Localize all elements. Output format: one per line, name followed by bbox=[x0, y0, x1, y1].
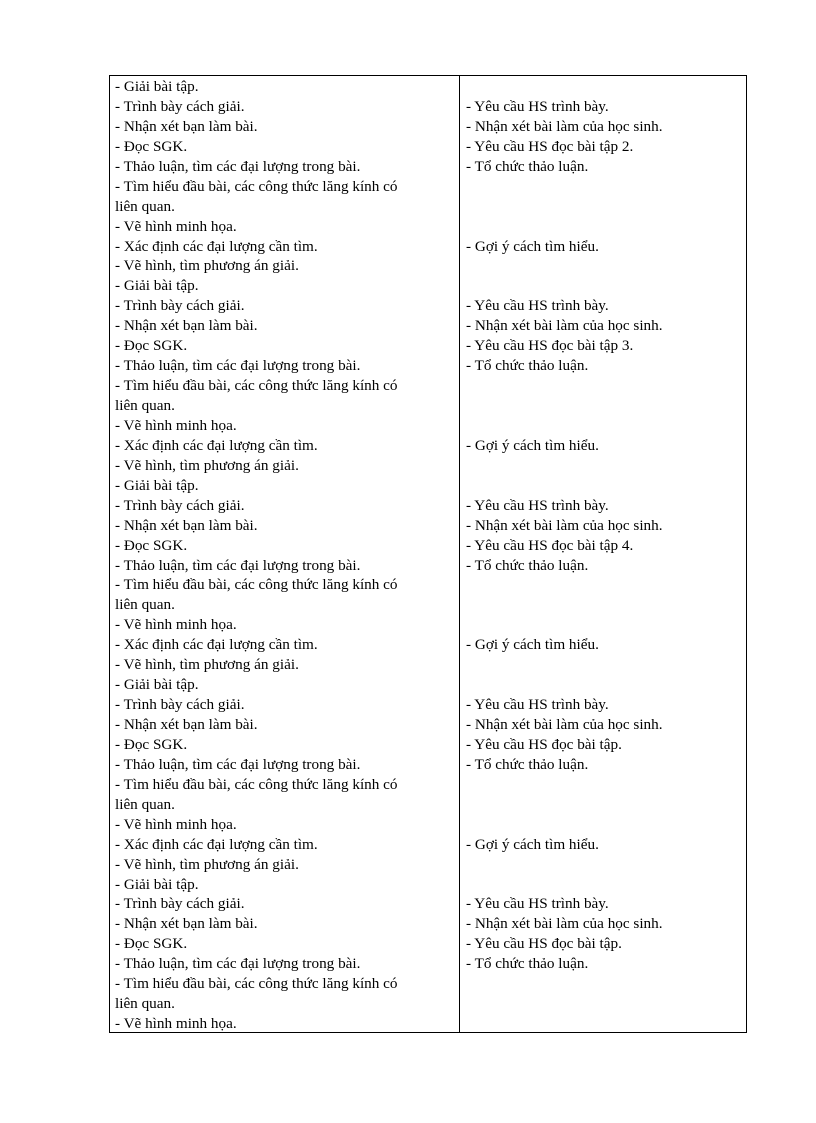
teacher-activity-line: - Yêu cầu HS đọc bài tập. bbox=[466, 735, 622, 753]
student-activity-line: - Giải bài tập. bbox=[115, 875, 199, 893]
teacher-activity-line: - Tổ chức thảo luận. bbox=[466, 755, 589, 773]
student-activity-line: - Tìm hiểu đầu bài, các công thức lăng kính có bbox=[115, 377, 398, 395]
teacher-activity-line bbox=[466, 197, 742, 217]
student-activity-line: - Trình bày cách giải. bbox=[115, 97, 245, 115]
student-activity-line: - Nhận xét bạn làm bài. bbox=[115, 117, 258, 135]
student-activity-line: - Trình bày cách giải. bbox=[115, 895, 245, 913]
student-activity-column bbox=[110, 76, 460, 1032]
teacher-activity-line bbox=[466, 795, 742, 815]
student-activity-line: - Giải bài tập. bbox=[115, 78, 199, 95]
student-activity-line: - Vẽ hình minh họa. bbox=[115, 1015, 237, 1032]
teacher-activity-line: - Yêu cầu HS đọc bài tập 2. bbox=[466, 137, 634, 155]
student-activity-line: - Giải bài tập. bbox=[115, 277, 199, 295]
teacher-activity-line: - Nhận xét bài làm của học sinh. bbox=[466, 117, 663, 135]
student-activity-line: - Vẽ hình, tìm phương án giải. bbox=[115, 257, 299, 275]
teacher-activity-line: - Yêu cầu HS trình bày. bbox=[466, 895, 609, 913]
teacher-activity-line: - Nhận xét bài làm của học sinh. bbox=[466, 317, 663, 335]
student-activity-line: - Nhận xét bạn làm bài. bbox=[115, 716, 258, 733]
student-activity-line: liên quan. bbox=[115, 596, 175, 614]
teacher-activity-line: - Yêu cầu HS trình bày. bbox=[466, 696, 609, 714]
student-activity-line: - Vẽ hình minh họa. bbox=[115, 416, 237, 434]
teacher-activity-line bbox=[466, 615, 742, 635]
teacher-activity-line: - Nhận xét bài làm của học sinh. bbox=[466, 915, 663, 933]
teacher-activity-line bbox=[466, 575, 742, 595]
student-activity-line: - Vẽ hình minh họa. bbox=[115, 815, 237, 833]
teacher-activity-line bbox=[466, 855, 742, 875]
teacher-activity-line: - Tổ chức thảo luận. bbox=[466, 955, 589, 973]
teacher-activity-line bbox=[466, 655, 742, 675]
student-activity-line: - Trình bày cách giải. bbox=[115, 496, 245, 514]
teacher-activity-line bbox=[466, 456, 742, 476]
student-activity-line: - Thảo luận, tìm các đại lượng trong bài. bbox=[115, 955, 361, 973]
teacher-activity-line bbox=[466, 595, 742, 615]
student-activity-line: - Thảo luận, tìm các đại lượng trong bài. bbox=[115, 157, 361, 175]
student-activity-line: - Đọc SGK. bbox=[115, 935, 188, 953]
teacher-activity-line bbox=[466, 476, 742, 496]
teacher-activity-line bbox=[466, 815, 742, 835]
teacher-activity-line: - Gợi ý cách tìm hiểu. bbox=[466, 436, 599, 454]
teacher-activity-line: - Gợi ý cách tìm hiểu. bbox=[466, 237, 599, 255]
teacher-activity-line bbox=[466, 416, 742, 436]
teacher-activity-line bbox=[466, 396, 742, 416]
student-activity-line: - Thảo luận, tìm các đại lượng trong bài. bbox=[115, 357, 361, 375]
student-activity-line: - Trình bày cách giải. bbox=[115, 297, 245, 315]
student-activity-line: liên quan. bbox=[115, 995, 175, 1013]
teacher-activity-line: - Gợi ý cách tìm hiểu. bbox=[466, 636, 599, 654]
teacher-activity-line: - Nhận xét bài làm của học sinh. bbox=[466, 716, 663, 733]
student-activity-line: - Tìm hiểu đầu bài, các công thức lăng kính có bbox=[115, 775, 398, 793]
teacher-activity-line bbox=[466, 276, 742, 296]
student-activity-line: - Giải bài tập. bbox=[115, 676, 199, 694]
teacher-activity-line: - Tổ chức thảo luận. bbox=[466, 556, 589, 574]
student-activity-line: - Đọc SGK. bbox=[115, 735, 188, 753]
student-activity-line: - Thảo luận, tìm các đại lượng trong bài. bbox=[115, 556, 361, 574]
student-activity-line: - Xác định các đại lượng cần tìm. bbox=[115, 636, 318, 654]
student-activity-line: liên quan. bbox=[115, 197, 175, 215]
student-activity-line: - Xác định các đại lượng cần tìm. bbox=[115, 436, 318, 454]
student-activity-line: - Vẽ hình minh họa. bbox=[115, 217, 237, 235]
teacher-activity-line: - Nhận xét bài làm của học sinh. bbox=[466, 516, 663, 534]
teacher-activity-line: - Tổ chức thảo luận. bbox=[466, 157, 589, 175]
teacher-activity-line bbox=[466, 875, 742, 895]
student-activity-line: - Đọc SGK. bbox=[115, 337, 188, 355]
student-activity-line: - Tìm hiểu đầu bài, các công thức lăng kính có bbox=[115, 177, 398, 195]
student-activity-line: - Thảo luận, tìm các đại lượng trong bài. bbox=[115, 755, 361, 773]
teacher-activity-line bbox=[466, 256, 742, 276]
teacher-activity-line bbox=[466, 675, 742, 695]
teacher-activity-line bbox=[466, 376, 742, 396]
teacher-activity-line: - Yêu cầu HS trình bày. bbox=[466, 496, 609, 514]
student-activity-line: - Tìm hiểu đầu bài, các công thức lăng kính có bbox=[115, 576, 398, 594]
student-activity-line: liên quan. bbox=[115, 397, 175, 414]
student-activity-line: - Nhận xét bạn làm bài. bbox=[115, 317, 258, 335]
student-activity-line: - Xác định các đại lượng cần tìm. bbox=[115, 835, 318, 853]
student-activity-line: liên quan. bbox=[115, 795, 175, 813]
teacher-activity-column bbox=[460, 76, 746, 1032]
teacher-activity-line: - Yêu cầu HS trình bày. bbox=[466, 297, 609, 315]
teacher-activity-line: - Tổ chức thảo luận. bbox=[466, 357, 589, 375]
teacher-activity-line bbox=[466, 177, 742, 197]
student-activity-line: - Xác định các đại lượng cần tìm. bbox=[115, 237, 318, 255]
student-activity-line: - Vẽ hình minh họa. bbox=[115, 616, 237, 634]
student-activity-line: - Vẽ hình, tìm phương án giải. bbox=[115, 656, 299, 674]
teacher-activity-line bbox=[466, 775, 742, 795]
student-activity-line: - Nhận xét bạn làm bài. bbox=[115, 516, 258, 534]
student-activity-line: - Đọc SGK. bbox=[115, 137, 188, 155]
student-activity-line: - Giải bài tập. bbox=[115, 476, 199, 494]
teacher-activity-line: - Yêu cầu HS đọc bài tập 3. bbox=[466, 337, 634, 355]
teacher-activity-line bbox=[466, 217, 742, 237]
teacher-activity-line bbox=[466, 77, 742, 97]
student-activity-line: - Trình bày cách giải. bbox=[115, 696, 245, 714]
student-activity-line: - Vẽ hình, tìm phương án giải. bbox=[115, 855, 299, 873]
student-activity-line: - Nhận xét bạn làm bài. bbox=[115, 915, 258, 933]
student-activity-line: - Vẽ hình, tìm phương án giải. bbox=[115, 456, 299, 474]
teacher-activity-line: - Yêu cầu HS đọc bài tập. bbox=[466, 935, 622, 953]
student-activity-line: - Đọc SGK. bbox=[115, 536, 188, 554]
teacher-activity-line: - Gợi ý cách tìm hiểu. bbox=[466, 835, 599, 853]
student-activity-line: - Tìm hiểu đầu bài, các công thức lăng kính có bbox=[115, 975, 398, 993]
teacher-activity-line: - Yêu cầu HS đọc bài tập 4. bbox=[466, 536, 634, 554]
teacher-activity-line: - Yêu cầu HS trình bày. bbox=[466, 97, 609, 115]
activity-table bbox=[109, 75, 747, 1033]
